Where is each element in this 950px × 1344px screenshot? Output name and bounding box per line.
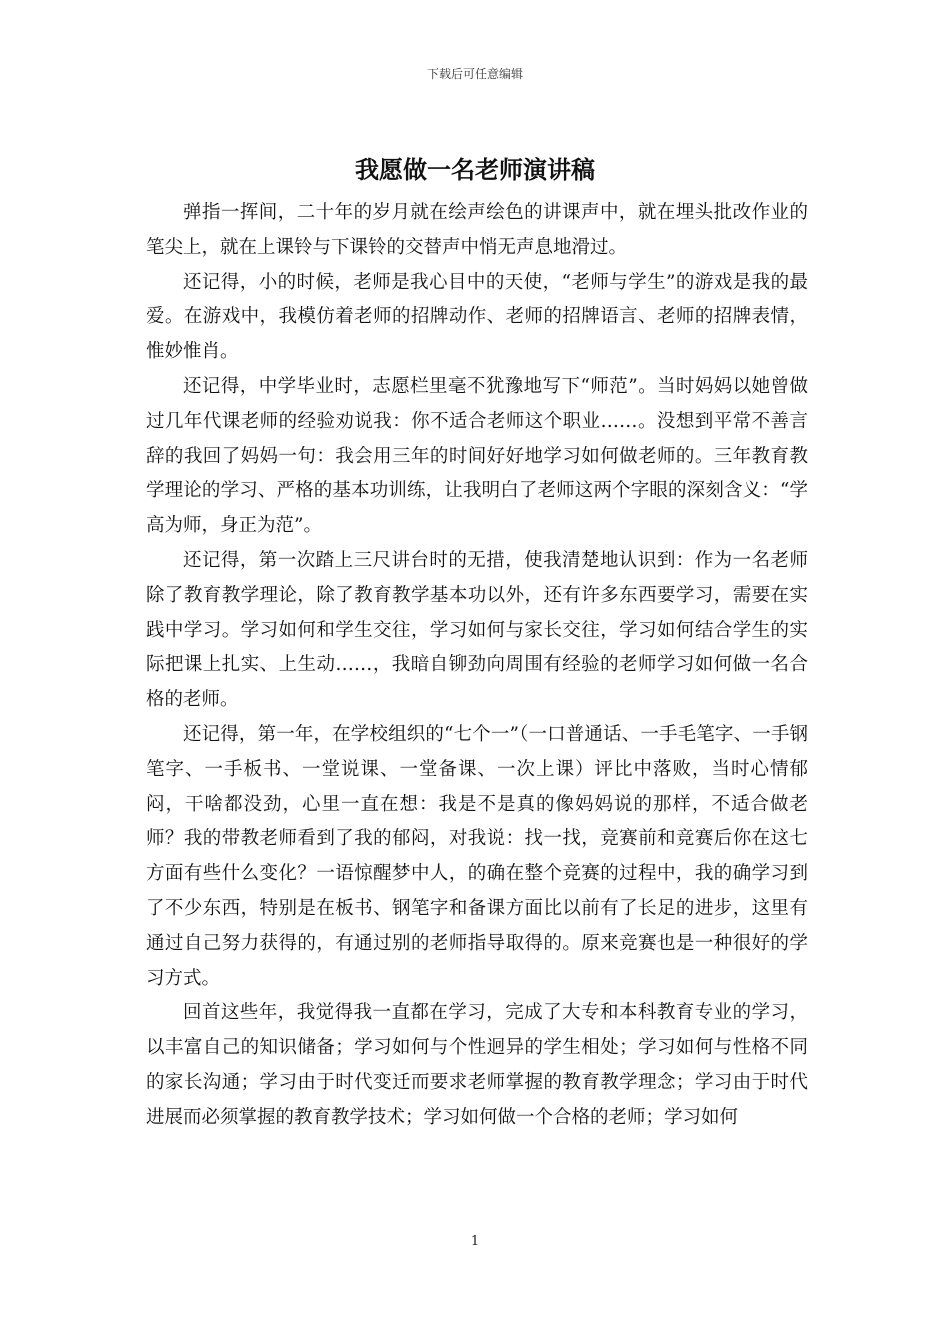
- paragraph-1: 弹指一挥间，二十年的岁月就在绘声绘色的讲课声中，就在埋头批改作业的笔尖上，就在上课铃与下课铃的交替声中悄无声息地滑过。: [146, 202, 808, 258]
- page-header-note: 下载后可任意编辑: [426, 67, 523, 81]
- paragraph-4: 还记得，第一次踏上三尺讲台时的无措，使我清楚地认识到：作为一名老师除了教育教学理论，除了教育教学基本功以外，还有许多东西要学习，需要在实践中学习。学习如何和学生交往，学习如何与家长交往，学习如何结合学生的实际把课上扎实、上生动……，我暗自铆劲向周围有经验的老师学习如何做一名合格的老师。: [146, 549, 808, 711]
- page-number: 1: [470, 1234, 480, 1249]
- document-body: [146, 196, 808, 1136]
- paragraph-6: 回首这些年，我觉得我一直都在学习，完成了大专和本科教育专业的学习，以丰富自己的知识储备；学习如何与个性迥异的学生相处；学习如何与性格不同的家长沟通；学习由于时代变迁而要求老师掌握的教育教学理念；学习由于时代进展而必须掌握的教育教学技术；学习如何做一个合格的老师；学习如何: [146, 1002, 808, 1128]
- paragraph-3: 还记得，中学毕业时，志愿栏里毫不犹豫地写下“师范”。当时妈妈以她曾做过几年代课老师的经验劝说我：你不适合老师这个职业……。没想到平常不善言辞的我回了妈妈一句：我会用三年的时间好好地学习如何做老师的。三年教育教学理论的学习、严格的基本功训练，让我明白了老师这两个字眼的深刻含义：“学高为师，身正为范”。: [146, 375, 808, 537]
- paragraph-5: 还记得，第一年，在学校组织的“七个一”（一口普通话、一手毛笔字、一手钢笔字、一手板书、一堂说课、一堂备课、一次上课）评比中落败，当时心情郁闷，干啥都没劲，心里一直在想：我是不是真的像妈妈说的那样，不适合做老师？我的带教老师看到了我的郁闷，对我说：找一找，竞赛前和竞赛后你在这七方面有些什么变化？一语惊醒梦中人，的确在整个竞赛的过程中，我的确学习到了不少东西，特别是在板书、钢笔字和备课方面比以前有了长足的进步，这里有通过自己努力获得的，有通过别的老师指导取得的。原来竞赛也是一种很好的学习方式。: [146, 723, 808, 989]
- document-title: 我愿做一名老师演讲稿: [355, 155, 595, 184]
- paragraph-2: 还记得，小的时候，老师是我心目中的天使，“老师与学生”的游戏是我的最爱。在游戏中，我模仿着老师的招牌动作、老师的招牌语言、老师的招牌表情，惟妙惟肖。: [146, 271, 808, 363]
